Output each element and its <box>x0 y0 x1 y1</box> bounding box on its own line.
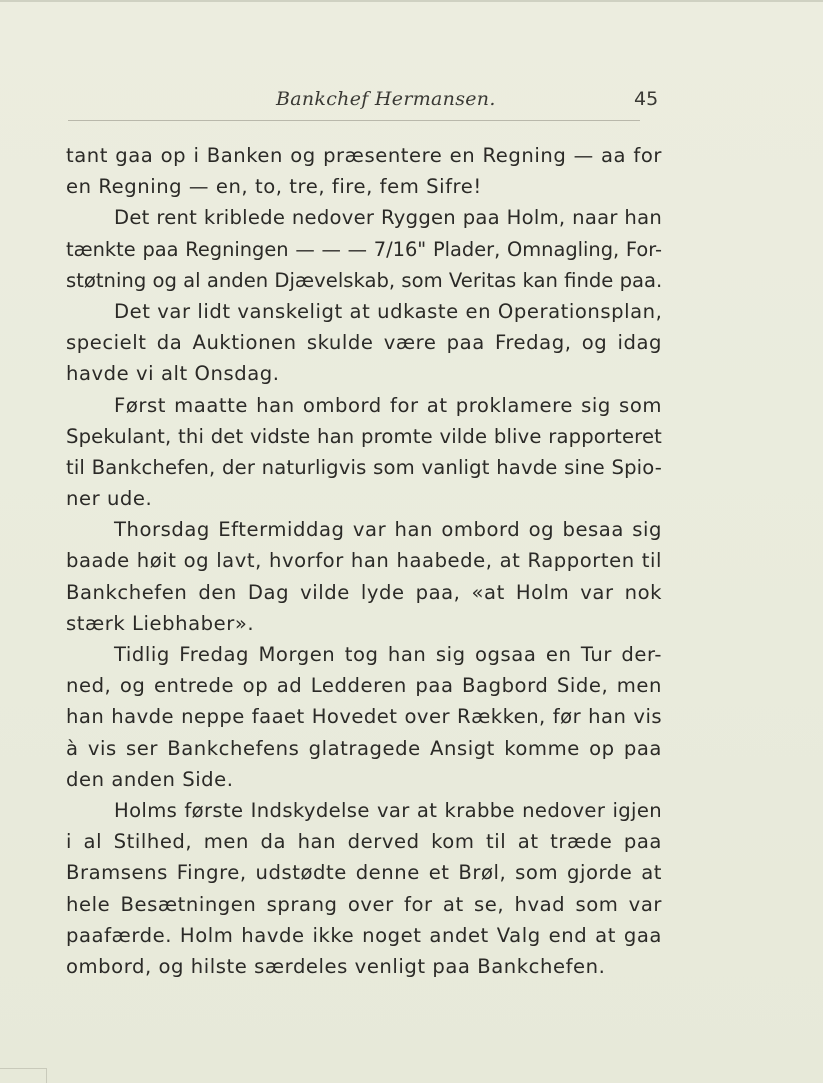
text-line: i al Stilhed, men da han derved kom til at træde paa <box>66 830 662 854</box>
text-line: Spekulant, thi det vidste han promte vilde blive rapporteret <box>66 424 662 448</box>
text-line: baade høit og lavt, hvorfor han haabede, at Rapporten til <box>66 549 662 573</box>
running-head <box>68 88 668 118</box>
text-line: hele Besætningen sprang over for at se, hvad som var <box>66 892 662 916</box>
text-line: ned, og entrede op ad Ledderen paa Bagbord Side, men <box>66 674 662 698</box>
page-number: 45 <box>634 88 659 110</box>
text-line: Det rent kriblede nedover Ryggen paa Holm, naar han <box>114 206 662 230</box>
body-text <box>66 140 662 982</box>
text-line: stærk Liebhaber». <box>66 611 255 635</box>
text-line: tænkte paa Regningen — — — 7/16" Plader, Omnagling, For- <box>66 237 662 261</box>
text-line: ner ude. <box>66 487 153 511</box>
text-line: en Regning — en, to, tre, fire, fem Sifre! <box>66 175 482 199</box>
scan-corner-mark <box>0 1068 47 1083</box>
text-line: han havde neppe faaet Hovedet over Rækken, før han vis <box>66 705 662 729</box>
text-line: Holms første Indskydelse var at krabbe nedover igjen <box>114 798 662 822</box>
text-line: havde vi alt Onsdag. <box>66 362 280 386</box>
text-line: til Bankchefen, der naturligvis som vanligt havde sine Spio- <box>66 455 662 479</box>
running-head-title: Bankchef Hermansen. <box>276 88 496 110</box>
page-top-edge <box>0 0 823 2</box>
text-line: støtning og al anden Djævelskab, som Veritas kan finde paa. <box>66 268 663 292</box>
text-line: Først maatte han ombord for at proklamere sig som <box>114 393 662 417</box>
text-line: specielt da Auktionen skulde være paa Fredag, og idag <box>66 331 662 355</box>
text-line: ombord, og hilste særdeles venligt paa Bankchefen. <box>66 954 606 978</box>
text-line: tant gaa op i Banken og præsentere en Regning — aa for <box>66 144 662 167</box>
text-line: paafærde. Holm havde ikke noget andet Valg end at gaa <box>66 923 662 947</box>
text-line: Tidlig Fredag Morgen tog han sig ogsaa en Tur der- <box>114 643 662 666</box>
header-rule <box>68 120 640 121</box>
text-line: Bankchefen den Dag vilde lyde paa, «at Holm var nok <box>66 580 662 604</box>
text-line: à vis ser Bankchefens glatragede Ansigt komme op paa <box>66 736 662 760</box>
text-line: den anden Side. <box>66 767 234 791</box>
text-line: Bramsens Fingre, udstødte denne et Brøl, som gjorde at <box>66 861 662 885</box>
text-line: Thorsdag Eftermiddag var han ombord og besaa sig <box>114 518 662 542</box>
text-line: Det var lidt vanskeligt at udkaste en Operationsplan, <box>114 299 663 323</box>
